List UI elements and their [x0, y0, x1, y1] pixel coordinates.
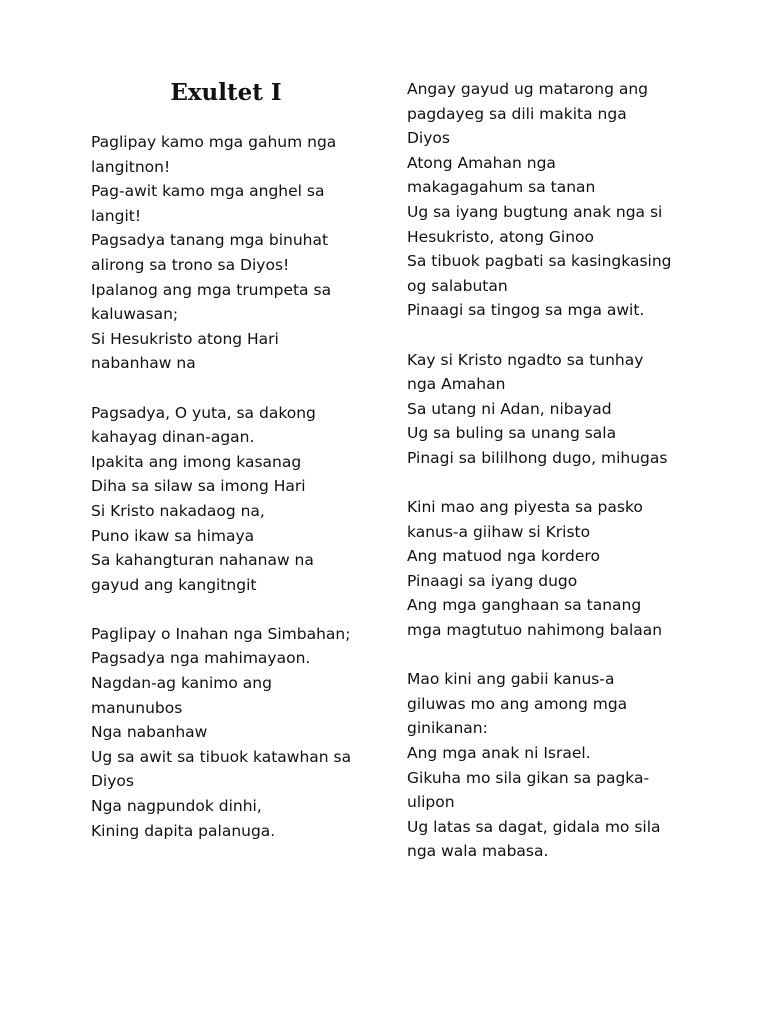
verse-line: Sa utang ni Adan, nibayad: [407, 399, 612, 418]
verse-line: Pinaagi sa tingog sa mga awit.: [407, 301, 645, 320]
verse-line: mga magtutuo nahimong balaan: [407, 621, 663, 640]
verse-line: Nagdan-ag kanimo ang: [91, 674, 272, 693]
stanza-gap: [407, 643, 707, 668]
verse-line: Pagsadya tanang mga binuhat: [91, 231, 329, 250]
verse-line: Kay si Kristo ngadto sa tunhay: [407, 350, 644, 369]
verse-line: Puno ikaw sa himaya: [91, 526, 255, 545]
verse-line: Paglipay o Inahan nga Simbahan;: [91, 624, 351, 643]
verse-line: langitnon!: [91, 157, 171, 176]
verse-line: og salabutan: [407, 276, 508, 295]
verse-line: Nga nabanhaw: [91, 723, 208, 742]
left-column: [91, 130, 381, 843]
verse-line: Sa kahangturan nahanaw na: [91, 551, 314, 570]
stanza-gap: [91, 597, 381, 622]
verse-line: nabanhaw na: [91, 354, 196, 373]
verse-line: kahayag dinan-agan.: [91, 428, 255, 447]
verse-line: alirong sa trono sa Diyos!: [91, 255, 290, 274]
verse-line: Ang mga anak ni Israel.: [407, 744, 591, 763]
verse-line: Paglipay kamo mga gahum nga: [91, 133, 337, 151]
verse-line: Hesukristo, atong Ginoo: [407, 227, 594, 246]
verse-line: Nga nagpundok dinhi,: [91, 797, 262, 816]
verse-line: Diyos: [407, 129, 450, 148]
verse-line: kaluwasan;: [91, 305, 179, 324]
verse-line: Kining dapita palanuga.: [91, 821, 276, 840]
verse-line: Pagsadya, O yuta, sa dakong: [91, 403, 316, 422]
verse-line: Mao kini ang gabii kanus-a: [407, 670, 615, 689]
page-title: Exultet I: [170, 79, 282, 106]
verse-line: langit!: [91, 206, 142, 225]
verse-line: Ug sa buling sa unang sala: [407, 424, 617, 443]
stanza-gap: [407, 471, 707, 496]
verse-line: nga Amahan: [407, 375, 506, 394]
verse-line: Angay gayud ug matarong ang: [407, 80, 648, 98]
verse-line: Sa tibuok pagbati sa kasingkasing: [407, 252, 672, 271]
verse-line: Ang matuod nga kordero: [407, 547, 600, 566]
verse-line: Ug sa awit sa tibuok katawhan sa: [91, 747, 352, 766]
verse-line: Pag-awit kamo mga anghel sa: [91, 182, 325, 201]
verse-line: makagagahum sa tanan: [407, 178, 596, 197]
verse-line: Si Kristo nakadaog na,: [91, 501, 265, 520]
verse-line: Si Hesukristo atong Hari: [91, 329, 279, 348]
verse-line: Pinagi sa bililhong dugo, mihugas: [407, 448, 668, 467]
verse-line: ginikanan:: [407, 719, 488, 738]
verse-line: Gikuha mo sila gikan sa pagka-: [407, 768, 650, 787]
verse-line: Ang mga ganghaan sa tanang: [407, 596, 642, 615]
verse-line: nga wala mabasa.: [407, 842, 549, 861]
verse-line: Ug latas sa dagat, gidala mo sila: [407, 817, 661, 836]
verse-line: gayud ang kangitngit: [91, 575, 257, 594]
verse-line: Kini mao ang piyesta sa pasko: [407, 498, 643, 517]
verse-line: Pagsadya nga mahimayaon.: [91, 649, 311, 668]
stanza-gap: [407, 323, 707, 348]
verse-line: Atong Amahan nga: [407, 153, 556, 172]
verse-line: Diyos: [91, 772, 134, 791]
verse-line: Diha sa silaw sa imong Hari: [91, 477, 306, 496]
right-column: [407, 77, 707, 864]
verse-line: kanus-a giihaw si Kristo: [407, 522, 591, 541]
verse-line: Pinaagi sa iyang dugo: [407, 571, 578, 590]
stanza-gap: [91, 376, 381, 401]
verse-line: ulipon: [407, 793, 455, 812]
verse-line: pagdayeg sa dili makita nga: [407, 104, 627, 123]
verse-line: Ug sa iyang bugtung anak nga si: [407, 202, 663, 221]
verse-line: Ipakita ang imong kasanag: [91, 452, 302, 471]
verse-line: manunubos: [91, 698, 183, 717]
verse-line: giluwas mo ang among mga: [407, 694, 628, 713]
verse-line: Ipalanog ang mga trumpeta sa: [91, 280, 332, 299]
